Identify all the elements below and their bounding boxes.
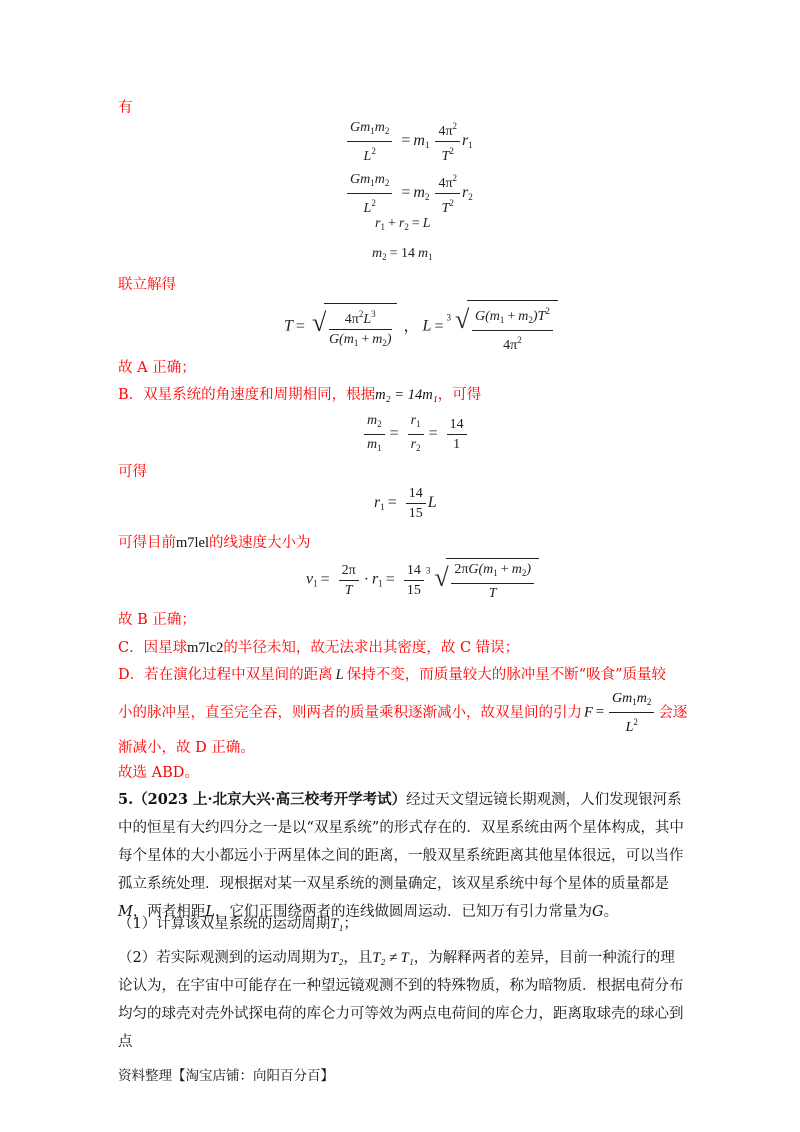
problem-heading: 5.（2023 上·北京大兴·高三校考开学考试） xyxy=(118,791,407,808)
equation-8: $v_1$ = $\frac{2\pi}{T}$ · $r_1$ = $\frac{14}{15}$ $^3$ √ $\frac{2\pi G(m_1 + m_2)}{T}$ xyxy=(306,558,539,602)
problem-text: 经过天文望远镜长期观测，人们发现银河系中的恒星有大约四分之一是以“双星系统”的形式存在的．双星系统由两个星体构成，其中每个星体的大小都远小于两星体之间的距离，一般双星系统距离其他星体很远，可以当作孤立系统处理．现根据对某一双星系统的测量确定，该双星系统中每个星体的质量都是 xyxy=(118,792,684,892)
text-d-line-1 xyxy=(118,665,666,685)
b-eq: m₂ = 14m₁ xyxy=(375,387,438,403)
text-c-line xyxy=(118,638,519,658)
text-a-correct: 故 A 正确； xyxy=(118,360,196,376)
d2-prefix: 小的脉冲星，直至完全吞，则两者的质量乘积逐渐减小，故双星间的引力 xyxy=(118,705,582,721)
var-M: M xyxy=(118,904,133,920)
equation-1: $\frac{Gm_1m_2}{L^2}$ = $m_1$ $\frac{4\pi^2}{T^2}$ $r_1$ xyxy=(345,118,473,165)
text-b-correct: 故 B 正确； xyxy=(118,612,196,628)
var-G: G xyxy=(592,904,604,920)
text-d-line-2 xyxy=(118,691,688,735)
text-you: 有 xyxy=(118,100,133,116)
b-prefix: B．双星系统的角速度和周期相同，根据 xyxy=(118,387,376,403)
d2-suffix: 会逐 xyxy=(658,705,688,721)
problem-5-paragraph xyxy=(118,786,688,926)
q2-neq: T₂ ≠ T₁ xyxy=(372,950,414,966)
text-kede: 可得 xyxy=(118,464,147,480)
d1-prefix: D．若在演化过程中双星间的距离 xyxy=(118,667,333,683)
text-v-line xyxy=(118,533,311,553)
var-L: L xyxy=(205,904,215,920)
d1-suffix: 保持不变，而质量较大的脉冲星不断“吸食”质量较 xyxy=(346,667,667,683)
equation-2: $\frac{Gm_1m_2}{L^2}$ = $m_2$ $\frac{4\pi^2}{T^2}$ $r_2$ xyxy=(345,170,473,217)
v-token: m7lel xyxy=(176,535,210,551)
q1-var: T₁ xyxy=(330,916,344,932)
q2-mid: ，且 xyxy=(343,950,373,966)
q2-text: ，为解释两者的差异，目前一种流行的理论认为，在宇宙中可能存在一种望远镜观测不到的特殊物质，称为暗物质．根据电荷分布均匀的球壳对壳外试探电荷的库仑力可等效为两点电荷间的库仑力，距离取球壳的球心到点 xyxy=(118,950,684,1050)
q2-var: T₂ xyxy=(330,950,344,966)
q1-prefix: （1）计算该双星系统的运动周期 xyxy=(118,916,331,932)
q1-suffix: ； xyxy=(343,916,358,932)
problem-end: ，它们正围绕两者的连线做圆周运动．已知万有引力常量为 xyxy=(215,904,592,920)
d1-var: L xyxy=(335,667,344,683)
equation-3: $r_1 + r_2 = L$ xyxy=(375,216,431,232)
text-d-line-3: 渐减小，故 D 正确。 xyxy=(118,740,255,756)
c-prefix: C．因星球 xyxy=(118,640,188,656)
text-b-line xyxy=(118,385,481,405)
q2-prefix: （2）若实际观测到的运动周期为 xyxy=(118,950,331,966)
b-suffix: ，可得 xyxy=(437,387,482,403)
c-token: m7lc2 xyxy=(187,640,224,656)
v-suffix: 的线速度大小为 xyxy=(209,535,311,551)
equation-6: $\frac{m_2}{m_1}$ = $\frac{r_1}{r_2}$ = $\frac{14}{1}$ xyxy=(362,412,469,457)
text-answer: 故选 ABD。 xyxy=(118,765,199,781)
equation-4: $m_2 = 14$ $m_1$ xyxy=(372,246,433,262)
problem-mid: ，两者相距 xyxy=(132,904,206,920)
equation-9: F = $\frac{Gm_1m_2}{L^2}$ xyxy=(584,690,656,736)
question-2 xyxy=(118,944,688,1056)
c-suffix: 的半径未知，故无法求出其密度，故 C 错误； xyxy=(223,640,520,656)
equation-5: T = √ $\frac{4\pi^2L^3}{G(m_1 + m_2)}$ ， L = $^3$ √ $\frac{G(m_1 + m_2)T^2}{4\pi^2}$ xyxy=(284,300,558,354)
question-1 xyxy=(118,914,358,934)
footer-text: 资料整理【淘宝店铺：向阳百分百】 xyxy=(118,1068,334,1084)
text-lianli: 联立解得 xyxy=(118,277,176,293)
v-prefix: 可得目前 xyxy=(118,535,176,551)
problem-dot: 。 xyxy=(603,904,619,920)
equation-7: $r_1$ = $\frac{14}{15}$ L xyxy=(374,486,437,521)
